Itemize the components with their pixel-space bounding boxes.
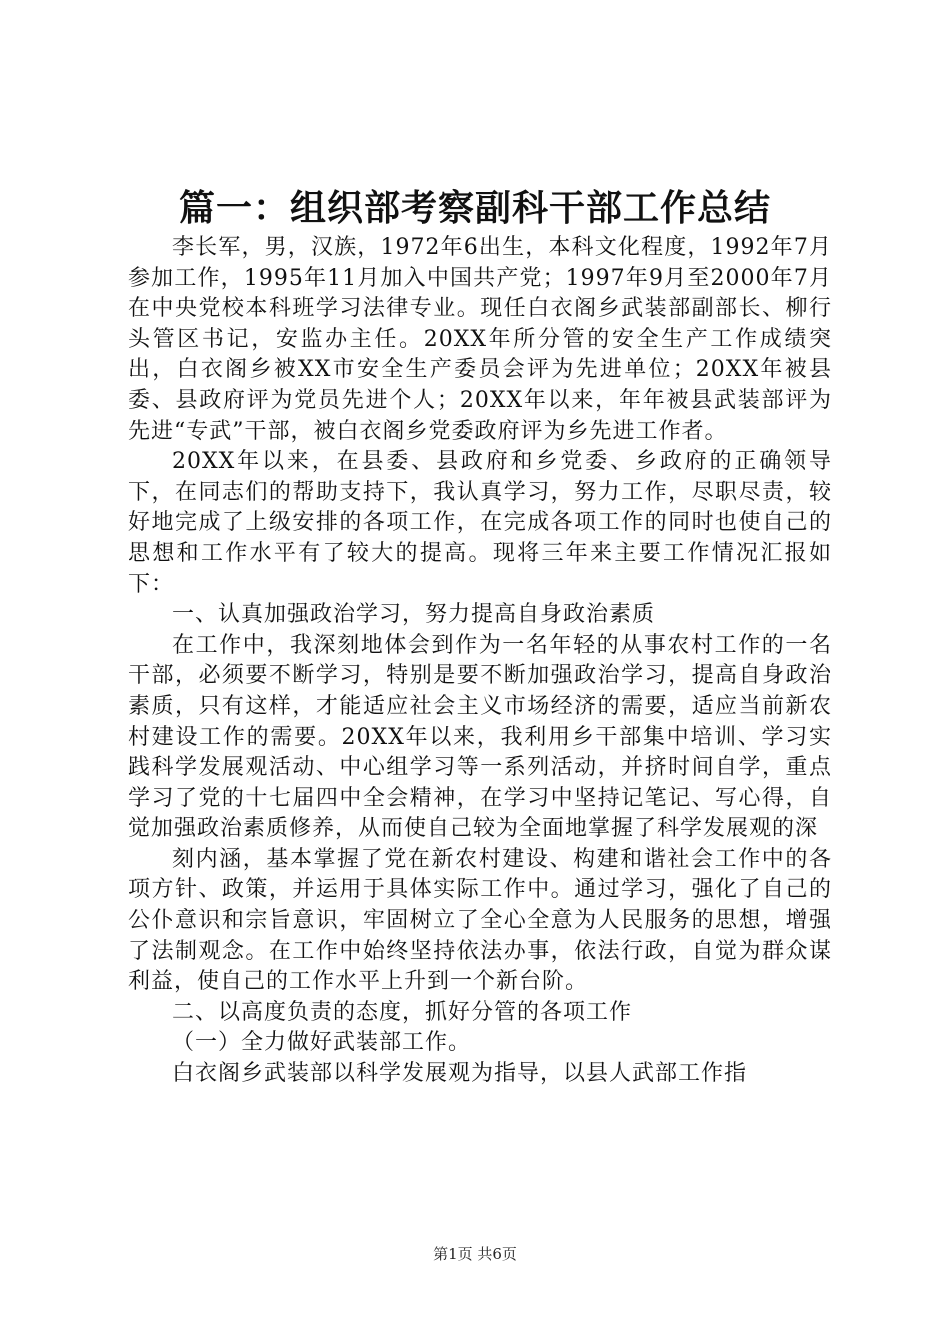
document-title: 篇一：组织部考察副科干部工作总结	[178, 187, 771, 229]
section-heading-political-study: 一、认真加强政治学习，努力提高自身政治素质	[172, 602, 656, 628]
paragraph-introduction: 20XX年以来，在县委、县政府和乡党委、乡政府的正确领导下，在同志们的帮助支持下，我认真学习，努力工作，尽职尽责，较好地完成了上级安排的各项工作，在完成各项工作的同时也使自己的思想和工作水平有了较大的提高。现将三年来主要工作情况汇报如下：	[128, 449, 832, 597]
section-heading-work-responsibility: 二、以高度负责的态度，抓好分管的各项工作	[172, 999, 633, 1025]
page-footer: 第1页 共6页	[433, 1245, 517, 1263]
paragraph-personal-profile: 李长军，男，汉族，1972年6出生，本科文化程度，1992年7月参加工作，1995年11月加入中国共产党；1997年9月至2000年7月在中央党校本科班学习法律专业。现任白衣阁乡武装部副部长、柳行头管区书记，安监办主任。20XX年所分管的安全生产工作成绩突出，白衣阁乡被XX市安全生产委员会评为先进单位；20XX年被县委、县政府评为党员先进个人；20XX年以来，年年被县武装部评为先进“专武”干部，被白衣阁乡党委政府评为乡先进工作者。	[128, 235, 832, 444]
paragraph-political-study-continued: 刻内涵，基本掌握了党在新农村建设、构建和谐社会工作中的各项方针、政策，并运用于具体实际工作中。通过学习，强化了自己的公仆意识和宗旨意识，牢固树立了全心全意为人民服务的思想，增强了法制观念。在工作中始终坚持依法办事，依法行政，自觉为群众谋利益，使自己的工作水平上升到一个新台阶。	[128, 846, 832, 995]
document-body	[128, 233, 832, 1090]
subsection-heading-armed-forces: （一）全力做好武装部工作。	[172, 1030, 472, 1056]
paragraph-armed-forces: 白衣阁乡武装部以科学发展观为指导，以县人武部工作指	[172, 1061, 748, 1087]
paragraph-political-study: 在工作中，我深刻地体会到作为一名年轻的从事农村工作的一名干部，必须要不断学习，特别是要不断加强政治学习，提高自身政治素质，只有这样，才能适应社会主义市场经济的需要，适应当前新农村建设工作的需要。20XX年以来，我利用乡干部集中培训、学习实践科学发展观活动、中心组学习等一系列活动，并挤时间自学，重点学习了党的十七届四中全会精神，在学习中坚持记笔记、写心得，自觉加强政治素质修养，从而使自己较为全面地掌握了科学发展观的深	[128, 632, 832, 842]
